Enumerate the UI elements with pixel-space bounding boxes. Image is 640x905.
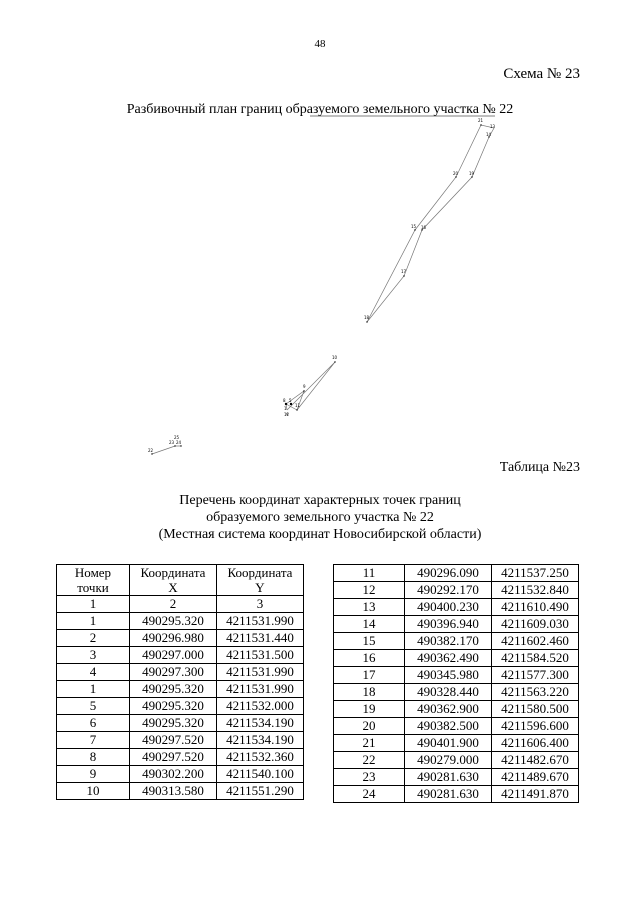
point-number-cell: 1	[57, 681, 130, 698]
coordinate-x-cell: 490345.980	[405, 667, 492, 684]
coordinate-x-cell: 490292.170	[405, 582, 492, 599]
point-number-cell: 1	[57, 613, 130, 630]
table-row	[334, 769, 579, 786]
point-marker	[180, 445, 181, 446]
coordinate-y-cell: 4211532.840	[492, 582, 579, 599]
point-number-cell: 21	[334, 735, 405, 752]
point-label: 24	[176, 440, 182, 445]
point-number-cell: 23	[334, 769, 405, 786]
table-row	[57, 732, 304, 749]
table-header-row	[57, 565, 304, 596]
point-label: 11	[295, 403, 301, 408]
index-cell: 2	[130, 596, 217, 613]
point-label: 19	[469, 171, 475, 176]
coordinate-y-cell: 4211531.990	[217, 664, 304, 681]
coordinate-y-cell: 4211534.190	[217, 715, 304, 732]
index-cell: 1	[57, 596, 130, 613]
coordinate-x-cell: 490382.170	[405, 633, 492, 650]
coordinate-x-cell: 490382.500	[405, 718, 492, 735]
point-number-cell: 4	[57, 664, 130, 681]
coordinate-x-cell: 490362.490	[405, 650, 492, 667]
point-marker	[151, 453, 152, 454]
table-row	[57, 715, 304, 732]
coordinate-y-cell: 4211531.440	[217, 630, 304, 647]
point-marker	[471, 176, 472, 177]
point-number-cell: 20	[334, 718, 405, 735]
point-number-cell: 17	[334, 667, 405, 684]
table-row	[334, 582, 579, 599]
table-index-row	[57, 596, 304, 613]
point-number-cell: 19	[334, 701, 405, 718]
point-number-cell: 14	[334, 616, 405, 633]
coordinate-x-cell: 490295.320	[130, 681, 217, 698]
point-label: 5	[289, 398, 292, 403]
point-number-cell: 9	[57, 766, 130, 783]
table-row	[334, 786, 579, 803]
table-caption-line: образуемого земельного участка № 22	[206, 510, 434, 525]
point-marker	[290, 403, 292, 405]
table-row	[57, 698, 304, 715]
coordinate-x-cell: 490328.440	[405, 684, 492, 701]
coordinate-y-cell: 4211577.300	[492, 667, 579, 684]
boundary-points	[151, 124, 489, 454]
coordinate-x-cell: 490400.230	[405, 599, 492, 616]
point-number-cell: 6	[57, 715, 130, 732]
coordinate-x-cell: 490295.320	[130, 698, 217, 715]
table-row	[334, 616, 579, 633]
coordinate-y-cell: 4211537.250	[492, 565, 579, 582]
table-caption-line: Перечень координат характерных точек границ	[179, 493, 461, 508]
table-caption-line: (Местная система координат Новосибирской области)	[158, 527, 482, 542]
point-label: 12	[284, 412, 290, 417]
coordinate-x-cell: 490297.300	[130, 664, 217, 681]
point-label: 18	[364, 315, 370, 320]
point-number-cell: 22	[334, 752, 405, 769]
boundary-line-north	[367, 125, 494, 322]
point-number-cell: 18	[334, 684, 405, 701]
coordinate-x-cell: 490295.320	[130, 715, 217, 732]
coordinate-x-cell: 490296.090	[405, 565, 492, 582]
point-marker	[285, 403, 287, 405]
coordinates-table-left	[56, 564, 304, 800]
coordinate-y-cell: 4211563.220	[492, 684, 579, 701]
coordinate-y-cell: 4211596.600	[492, 718, 579, 735]
coordinate-y-cell: 4211531.500	[217, 647, 304, 664]
coordinate-y-cell: 4211491.870	[492, 786, 579, 803]
point-marker	[480, 124, 481, 125]
table-row	[334, 718, 579, 735]
point-label: 15	[411, 224, 417, 229]
table-row	[334, 633, 579, 650]
point-number-cell: 15	[334, 633, 405, 650]
table-row	[334, 599, 579, 616]
header-coordinate-y: Координата Y	[217, 565, 304, 596]
table-row	[57, 630, 304, 647]
coordinate-y-cell: 4211531.990	[217, 613, 304, 630]
point-label: 25	[174, 435, 180, 440]
table-row	[334, 752, 579, 769]
coordinate-y-cell: 4211606.400	[492, 735, 579, 752]
table-row	[334, 565, 579, 582]
point-number-cell: 7	[57, 732, 130, 749]
table-row	[57, 613, 304, 630]
point-label: 21	[478, 118, 484, 123]
coordinate-x-cell: 490297.000	[130, 647, 217, 664]
table-row	[334, 650, 579, 667]
coordinate-x-cell: 490281.630	[405, 769, 492, 786]
point-marker	[403, 275, 404, 276]
plan-title: Разбивочный план границ образуемого земельного участка № 22	[126, 102, 514, 117]
point-marker	[174, 445, 175, 446]
table-row	[57, 681, 304, 698]
coordinate-y-cell: 4211540.100	[217, 766, 304, 783]
table-row	[334, 684, 579, 701]
point-number-cell: 12	[334, 582, 405, 599]
coordinate-x-cell: 490296.980	[130, 630, 217, 647]
point-label: 23	[169, 440, 175, 445]
point-number-cell: 5	[57, 698, 130, 715]
coordinate-x-cell: 490302.200	[130, 766, 217, 783]
coordinate-x-cell: 490362.900	[405, 701, 492, 718]
coordinate-y-cell: 4211609.030	[492, 616, 579, 633]
point-labels	[148, 118, 496, 453]
coordinate-x-cell: 490313.580	[130, 783, 217, 800]
coordinate-x-cell: 490401.900	[405, 735, 492, 752]
coordinate-y-cell: 4211551.290	[217, 783, 304, 800]
table-row	[57, 749, 304, 766]
header-point-number: Номер точки	[57, 565, 130, 596]
point-marker	[334, 361, 335, 362]
point-marker	[366, 321, 367, 322]
point-label: 17	[401, 269, 407, 274]
point-marker	[455, 176, 456, 177]
coordinate-x-cell: 490279.000	[405, 752, 492, 769]
table-row	[57, 664, 304, 681]
coordinate-y-cell: 4211489.670	[492, 769, 579, 786]
point-number-cell: 24	[334, 786, 405, 803]
index-cell: 3	[217, 596, 304, 613]
coordinate-x-cell: 490297.520	[130, 749, 217, 766]
point-number-cell: 16	[334, 650, 405, 667]
page-number: 48	[314, 38, 326, 50]
table-row	[334, 667, 579, 684]
header-coordinate-x: Координата X	[130, 565, 217, 596]
table-row	[334, 735, 579, 752]
point-marker	[296, 409, 297, 410]
coordinate-y-cell: 4211532.000	[217, 698, 304, 715]
point-number-cell: 13	[334, 599, 405, 616]
point-label: 13	[490, 124, 496, 129]
coordinate-y-cell: 4211482.670	[492, 752, 579, 769]
table-row	[57, 783, 304, 800]
coordinate-y-cell: 4211610.490	[492, 599, 579, 616]
point-number-cell: 10	[57, 783, 130, 800]
point-label: 10	[332, 355, 338, 360]
point-label: 9	[303, 384, 306, 389]
coordinate-y-cell: 4211602.460	[492, 633, 579, 650]
coordinate-y-cell: 4211534.190	[217, 732, 304, 749]
point-number-cell: 3	[57, 647, 130, 664]
coordinate-y-cell: 4211584.520	[492, 650, 579, 667]
coordinate-x-cell: 490295.320	[130, 613, 217, 630]
point-label: 16	[421, 225, 427, 230]
table-row	[57, 647, 304, 664]
table-row	[57, 766, 304, 783]
point-number-cell: 11	[334, 565, 405, 582]
point-label: 20	[453, 171, 459, 176]
coordinate-y-cell: 4211531.990	[217, 681, 304, 698]
point-label: 22	[148, 448, 154, 453]
point-label: 1	[284, 406, 287, 411]
coordinate-x-cell: 490281.630	[405, 786, 492, 803]
boundary-line-south	[152, 446, 181, 454]
coordinate-x-cell: 490396.940	[405, 616, 492, 633]
coordinate-x-cell: 490297.520	[130, 732, 217, 749]
point-marker	[303, 390, 304, 391]
point-marker	[414, 229, 415, 230]
table-caption	[0, 492, 640, 543]
point-label: 14	[486, 132, 492, 137]
coordinate-y-cell: 4211580.500	[492, 701, 579, 718]
scheme-label: Схема № 23	[503, 66, 580, 82]
coordinates-table-right	[333, 564, 579, 803]
table-row	[334, 701, 579, 718]
point-number-cell: 2	[57, 630, 130, 647]
table-label: Таблица №23	[499, 460, 580, 475]
coordinate-y-cell: 4211532.360	[217, 749, 304, 766]
point-number-cell: 8	[57, 749, 130, 766]
boundary-line-middle	[286, 362, 335, 410]
point-label: 8	[283, 398, 286, 403]
